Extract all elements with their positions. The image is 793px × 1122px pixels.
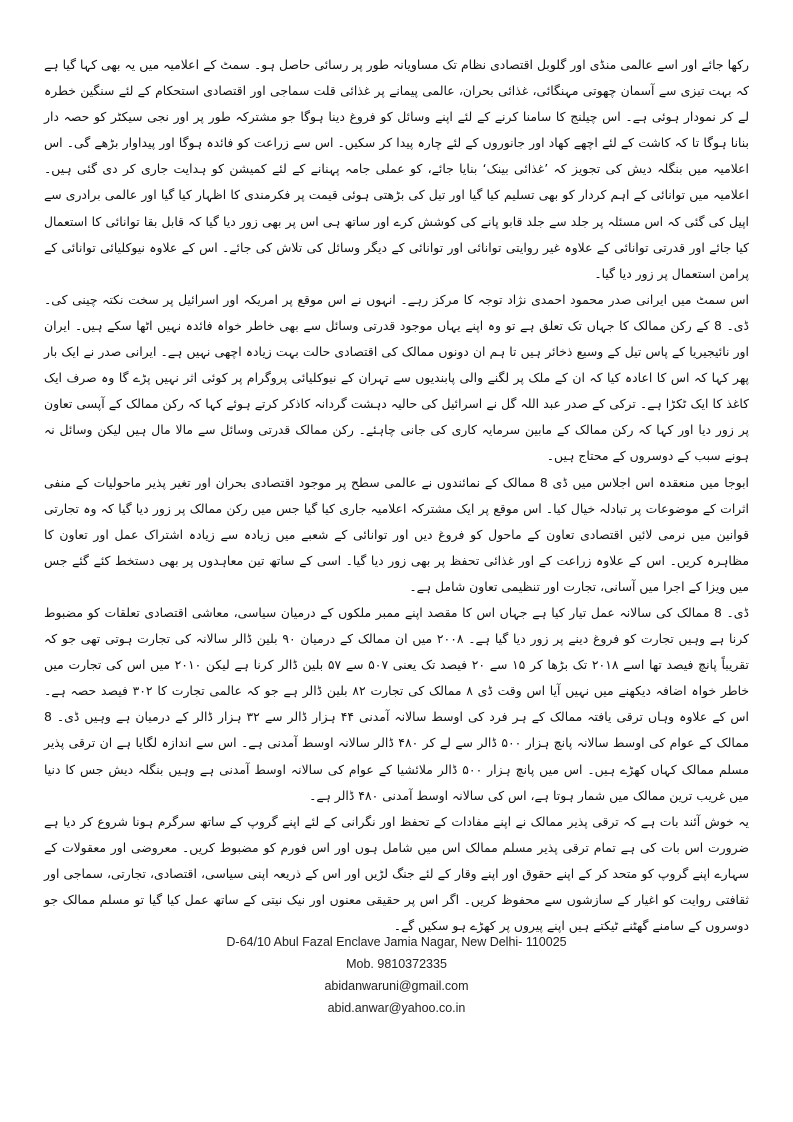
article-body — [44, 52, 749, 939]
author-email-secondary: abid.anwar@yahoo.co.in — [327, 1001, 466, 1015]
author-mobile: Mob. 9810372335 — [346, 957, 447, 971]
author-address: D-64/10 Abul Fazal Enclave Jamia Nagar, New Delhi- 110025 — [226, 935, 567, 949]
article-paragraph-3: ابوجا میں منعقدہ اس اجلاس میں ڈی 8 ممالک کے نمائندوں نے عالمی سطح پر موجود اقتصادی بحران اور تغیر پذیر ماحولیات کے منفی اثرات کے موضوعات پر تبادلہ خیال کیا۔ اس موقع پر ایک مشترکہ اعلامیہ جاری کیا گیا جس میں رکن ممالک پر زور دیا گیا کہ وہ تجارتی قوانین میں نرمی لائیں اقتصادی تعاون کے ماحول کو فروغ دیں اور توانائی کے شعبے میں زیادہ سے زیادہ اشتراک عمل اور تعاون کا مظاہرہ کریں۔ اس کے علاوہ زراعت کے اور غذائی تحفظ پر بھی زور دیا گیا۔ اسی کے ساتھ تین معاہدوں پر بھی دستخط کئے گئے جس میں ویزا کے اجرا میں آسانی، تجارت اور تنظیمی تعاون شامل ہے۔ — [44, 474, 749, 594]
author-contact-block — [0, 932, 793, 1020]
author-email-primary: abidanwaruni@gmail.com — [324, 979, 469, 993]
article-paragraph-2: اس سمٹ میں ایرانی صدر محمود احمدی نژاد توجہ کا مرکز رہے۔ انہوں نے اس موقع پر امریکہ اور اسرائیل پر سخت نکتہ چینی کی۔ ڈی۔ 8 کے رکن ممالک کا جہاں تک تعلق ہے تو وہ اپنے یہاں موجود قدرتی وسائل سے بھی خاطر خواہ فائدہ نہیں اٹھا سکے ہیں۔ ایران اور نائیجیریا کے پاس تیل کے وسیع ذخائر ہیں تا ہم ان دونوں ممالک کی اقتصادی حالت بہت زیادہ اچھی نہیں ہے۔ ایرانی صدر نے ایک بار پھر کہا کہ اس کا اعادہ کیا کہ ان کے ملک پر لگنے والی پابندیوں سے تہران کے نیوکلیائی پروگرام پر کوئی اثر نہیں پڑے گا وہ صرف ایک کاغذ کا ایک ٹکڑا ہے۔ ترکی کے صدر عبد اللہ گل نے اسرائیل کی حالیہ دہشت گردانہ کاذکر کرتے ہوئے کہا کہ رکن ممالک کے آپسی تعاون پر زور دیا اور کہا کہ رکن ممالک کے مابین سرمایہ کاری کی جانی چاہئے۔ رکن ممالک قدرتی وسائل سے مالا مال ہیں لیکن وسائل نہ ہونے سبب کے دوسروں کے محتاج ہیں۔ — [44, 291, 749, 464]
article-paragraph-4: ڈی۔ 8 ممالک کی سالانہ عمل تیار کیا ہے جہاں اس کا مقصد اپنے ممبر ملکوں کے درمیان سیاسی، معاشی اقتصادی تعلقات کو مضبوط کرنا ہے وہیں تجارت کو فروغ دینے پر زور دیا گیا ہے۔ ۲۰۰۸ میں ان ممالک کے درمیان ۹۰ بلین ڈالر سالانہ کی تجارت ہوتی تھی جو کہ تقریباً پانچ فیصد تھا اسے ۲۰۱۸ تک بڑھا کر ۱۵ سے ۲۰ فیصد تک یعنی ۵۰۷ سے ۵۷ بلین ڈالر کرنا ہے لیکن ۲۰۱۰ میں اس کی تجارت میں خاطر خواہ اضافہ دیکھنے میں نہیں آیا اس وقت ڈی ۸ ممالک کی تجارت ۸۲ بلین ڈالر ہے جو کہ عالمی تجارت کا ۳۰۲ فیصد حصہ ہے۔ اس کے علاوہ وہاں ترقی یافتہ ممالک کے ہر فرد کی اوسط سالانہ آمدنی ۴۴ ہزار ڈالر سے ۳۲ ہزار ڈالر کے درمیان ہے وہیں ڈی۔ 8 ممالک کے عوام کی اوسط سالانہ پانچ ہزار ۵۰۰ ڈالر سے لے کر ۴۸۰ ڈالر سالانہ اوسط آمدنی ہے۔ اس سے اندازہ لگایا ہے ان ترقی پذیر مسلم ممالک کہاں کھڑے ہیں۔ اس میں پانچ ہزار ۵۰۰ ڈالر ملائشیا کے عوام کی سالانہ اوسط آمدنی ہے وہیں بنگلہ دیش جس کا دنیا میں غریب ترین ممالک میں شمار ہوتا ہے، اس کی سالانہ اوسط آمدنی ۴۸۰ ڈالر ہے۔ — [44, 604, 750, 803]
article-paragraph-1: رکھا جائے اور اسے عالمی منڈی اور گلوبل اقتصادی نظام تک مساویانہ طور پر رسائی حاصل ہو۔ سمٹ کے اعلامیہ میں یہ بھی کہا گیا ہے کہ بہت تیزی سے آسمان چھوتی مہنگائی، غذائی بحران، عالمی پیمانے پر غذائی قلت سماجی اور اقتصادی استحکام کے لئے سنگین خطرہ لے کر نمودار ہوئی ہے۔ اس چیلنج کا سامنا کرنے کے لئے اپنے وسائل کو فروغ دینا ہوگا جو مشترکہ طور پر اور نجی سیکٹر کو حصہ دار بنانا ہوگا تا کہ کاشت کے لئے اچھے کھاد اور جانوروں کے لئے چارہ پیدا کر سکیں۔ اس سے زراعت کو فائدہ ہوگا اور پیداوار بڑھے گی۔ اس اعلامیہ میں بنگلہ دیش کی تجویز کہ ’غذائی بینک‘ بنایا جائے، کو عملی جامہ پہنانے کے لئے کمیشن کو ہدایت جاری کر دی گئی ہیں۔ اعلامیہ میں توانائی کے اہم کردار کو بھی تسلیم کیا گیا اور تیل کی بڑھتی ہوئی قیمت پر فکرمندی کا اظہار کیا گیا اور عالمی برادری سے اپیل کی گئی کہ اس مسئلہ پر جلد سے جلد قابو پانے کی کوشش کرے اور ساتھ ہی اس پر بھی زور دیا گیا کہ قابل بقا توانائی کا استعمال کیا جائے اور قدرتی توانائی کے علاوہ غیر روایتی توانائی اور توانائی کے دیگر وسائل کی تلاش کی جائے۔ اس کے علاوہ نیوکلیائی توانائی کے پرامن استعمال پر زور دیا گیا۔ — [44, 57, 749, 281]
article-paragraph-5: یہ خوش آئند بات ہے کہ ترقی پذیر ممالک نے اپنے مفادات کے تحفظ اور نگرانی کے لئے اپنے گروپ کے ساتھ سرگرم ہونا شروع کر دیا ہے ضرورت اس بات کی ہے تمام ترقی پذیر مسلم ممالک اس میں شامل ہوں اور اس فورم کو مضبوط کریں۔ معروضی اور معقولات کے سہارے اپنے گروپ کو متحد کر کے اپنے حقوق اور اپنے وقار کے لئے جنگ لڑیں اور اس کے ذریعہ اپنی سیاسی، اقتصادی، تجارتی، سماجی اور ثقافتی روایت کو اغیار کے سازشوں سے محفوظ کریں۔ اگر اس پر حقیقی معنوں اور نیک نیتی کے ساتھ عمل کیا گیا تو مسلم ممالک جو دوسروں کے سامنے گھٹنے ٹیکتے ہیں اپنے پیروں پر کھڑے ہو سکیں گے۔ — [44, 813, 749, 934]
